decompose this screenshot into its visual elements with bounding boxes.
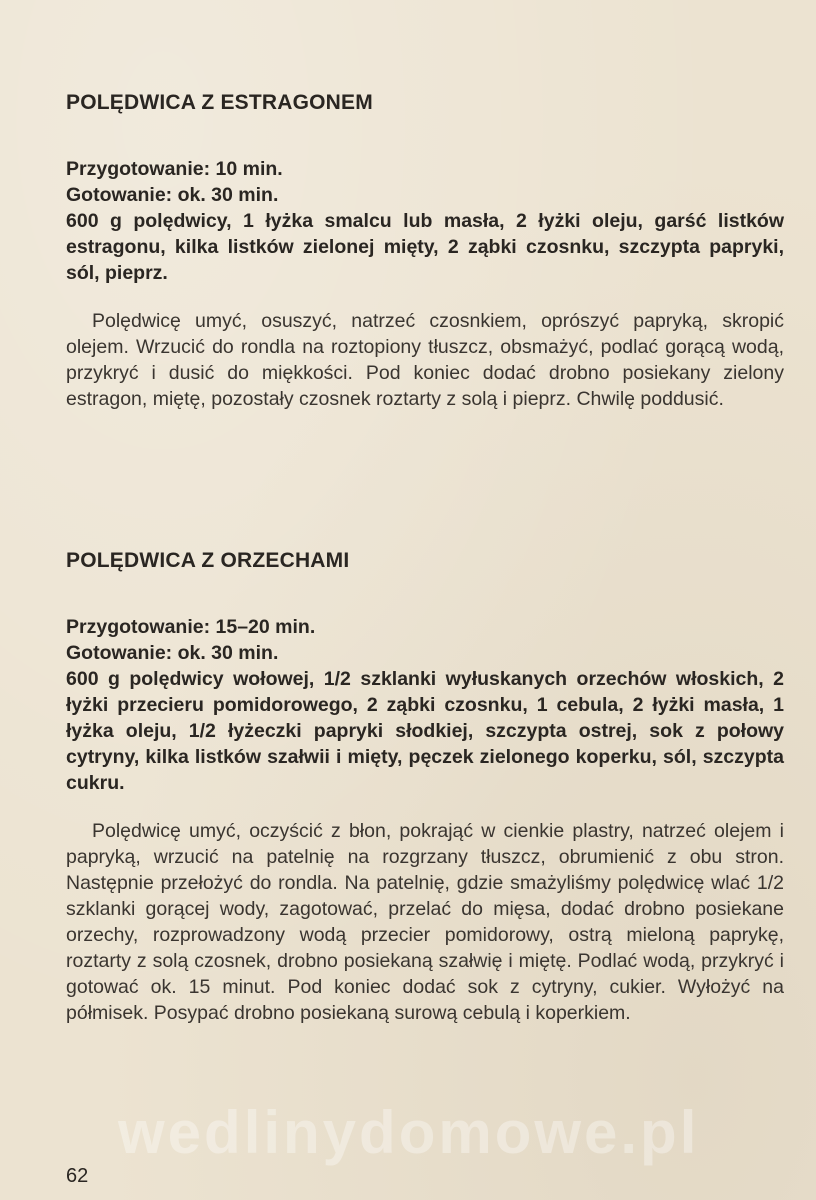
method-text: Polędwicę umyć, osuszyć, natrzeć czosnkiem, oprószyć papryką, skropić olejem. Wrzucić do rondla na roztopiony tłuszcz, obsmażyć, podlać gorącą wodą, przykryć i dusić do miękkości. Pod koniec dodać drobno posiekany zielony estragon, miętę, pozostały czosnek roztarty z solą i pieprz. Chwilę poddusić.	[66, 310, 784, 410]
prep-time: Przygotowanie: 10 min.	[66, 158, 283, 180]
cook-time: Gotowanie: ok. 30 min.	[66, 184, 279, 206]
page-number: 62	[66, 1165, 89, 1187]
method-text: Polędwicę umyć, oczyścić z błon, pokrająć w cienkie plastry, natrzeć olejem i papryką, wrzucić na patelnię na rozgrzany tłuszcz, obrumienić z obu stron. Następnie przełożyć do rondla. Na patelnię, gdzie smażyliśmy polędwicę wlać 1/2 szklanki gorącej wody, zagotować, przelać do mięsa, dodać drobno posiekane orzechy, rozprowadzony wodą przecier pomidorowy, ostrą mieloną paprykę, roztarty z solą czosnek, drobno posiekaną szałwię i miętę. Podlać wodą, przykryć i gotować ok. 15 minut. Pod koniec dodać sok z cytryny, cukier. Wyłożyć na półmisek. Posypać drobno posiekaną surową cebulą i koperkiem.	[66, 820, 784, 1024]
ingredients-list: 600 g polędwicy, 1 łyżka smalcu lub masła, 2 łyżki oleju, garść listków estragonu, kilka listków zielonej mięty, 2 ząbki czosnku, szczypta papryki, sól, pieprz.	[66, 210, 784, 284]
cook-time: Gotowanie: ok. 30 min.	[66, 642, 279, 664]
ingredients-list: 600 g polędwicy wołowej, 1/2 szklanki wyłuskanych orzechów włoskich, 2 łyżki przecieru pomidorowego, 2 ząbki czosnku, 1 cebula, 2 łyżki masła, 1 łyżka oleju, 1/2 łyżeczki papryki słodkiej, szczypta ostrej, sok z połowy cytryny, kilka listków szałwii i mięty, pęczek zielonego koperku, sól, szczypta cukru.	[66, 668, 784, 794]
recipe-estragon	[66, 90, 784, 412]
recipe-title: POLĘDWICA Z ORZECHAMI	[66, 549, 350, 572]
recipe-walnuts	[66, 548, 784, 1026]
watermark: wedlinydomowe.pl	[118, 1099, 700, 1166]
recipe-title: POLĘDWICA Z ESTRAGONEM	[66, 91, 373, 114]
prep-time: Przygotowanie: 15–20 min.	[66, 616, 316, 638]
